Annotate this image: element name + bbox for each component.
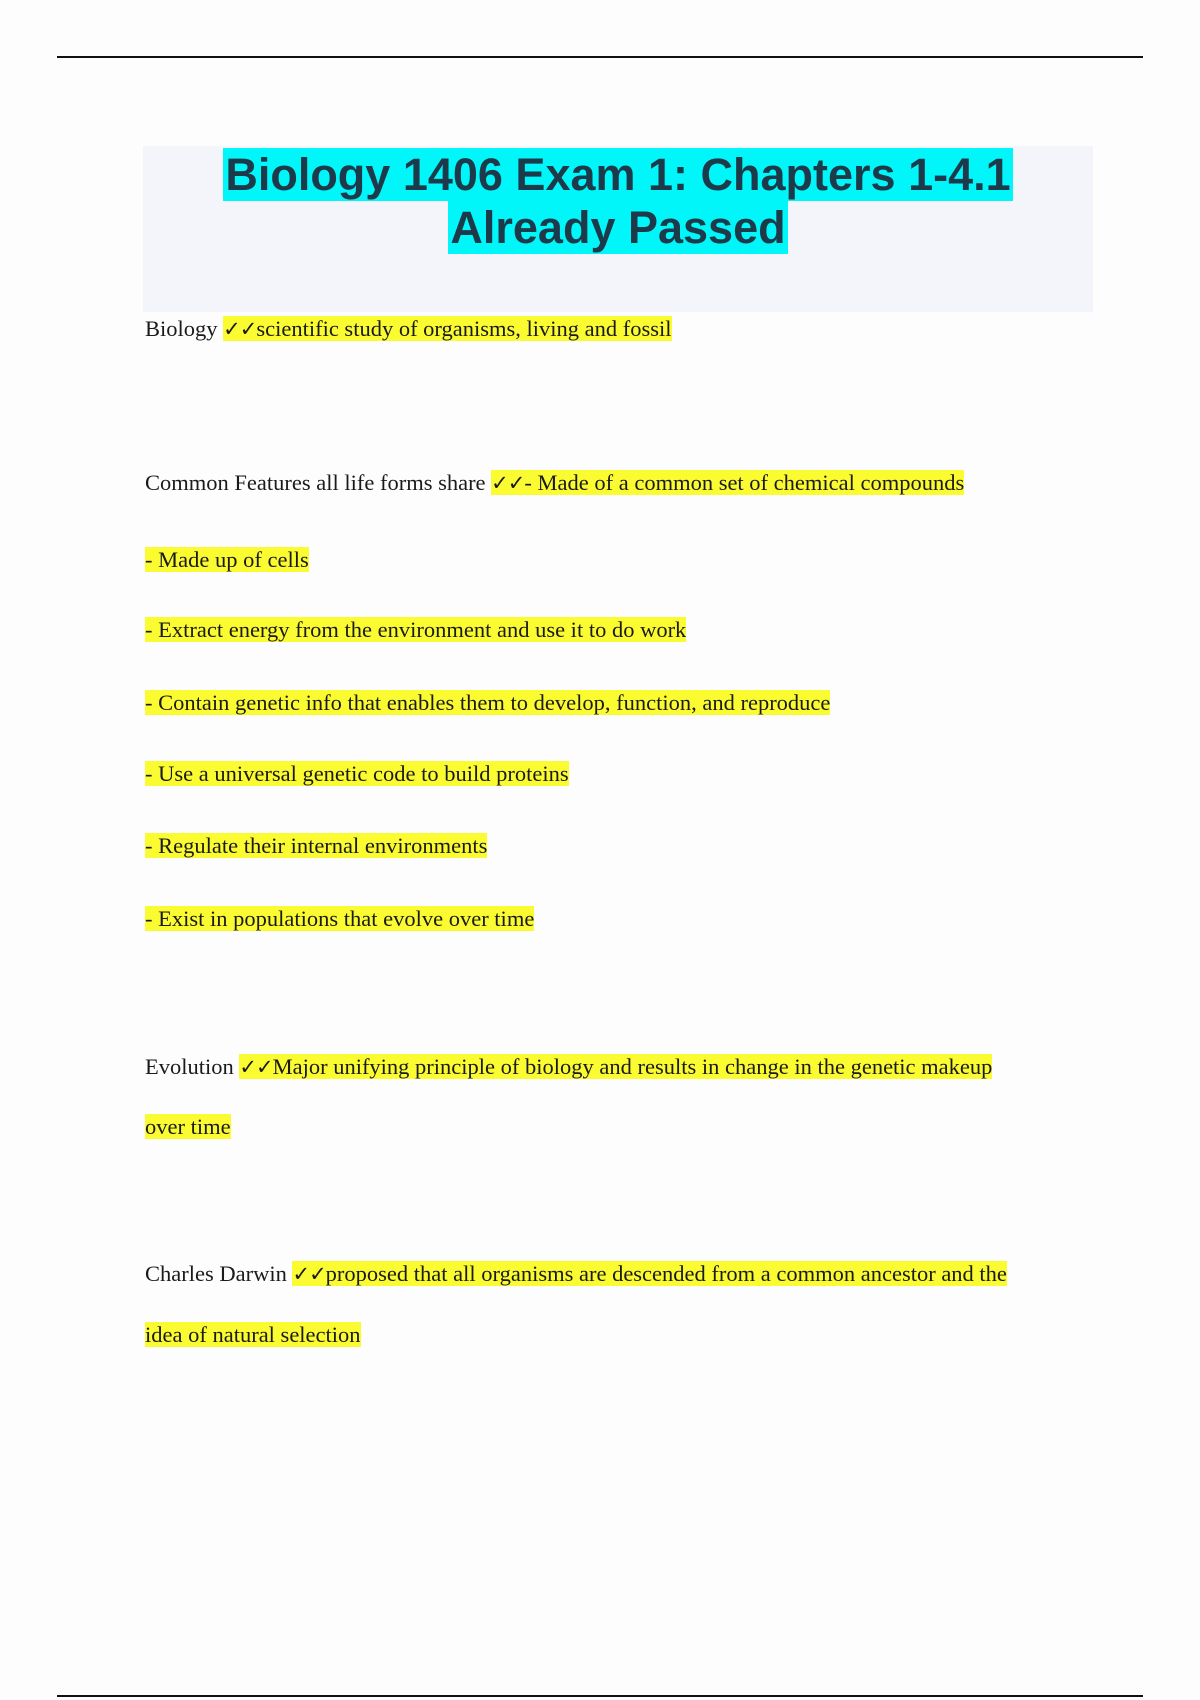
definition-charles-darwin: ✓✓proposed that all organisms are descended from a common ancestor and the (292, 1261, 1007, 1286)
double-check-icon: ✓✓ (292, 1262, 326, 1286)
definition-biology: ✓✓scientific study of organisms, living and fossil (223, 316, 672, 341)
list-item: - Regulate their internal environments (145, 833, 488, 858)
definition-evolution: ✓✓Major unifying principle of biology and results in change in the genetic makeup (239, 1054, 993, 1079)
double-check-icon: ✓✓ (223, 317, 257, 341)
bottom-rule (57, 1695, 1143, 1697)
entry-biology (145, 314, 672, 344)
document-title-line-1: Biology 1406 Exam 1: Chapters 1-4.1 (225, 149, 1011, 200)
entry-evolution (145, 1052, 992, 1082)
term-evolution: Evolution (145, 1054, 240, 1079)
definition-evolution-continued: over time (145, 1114, 231, 1139)
definition-charles-darwin-continued: idea of natural selection (145, 1322, 361, 1347)
list-item: - Made up of cells (145, 547, 309, 572)
term-common-features: Common Features all life forms share (145, 470, 492, 495)
list-item: - Contain genetic info that enables them to develop, function, and reproduce (145, 690, 831, 715)
entry-charles-darwin (145, 1259, 1007, 1289)
list-item: - Extract energy from the environment and use it to do work (145, 617, 687, 642)
entry-common-features (145, 468, 964, 498)
term-charles-darwin: Charles Darwin (145, 1261, 293, 1286)
double-check-icon: ✓✓ (239, 1055, 273, 1079)
definition-common-features: ✓✓- Made of a common set of chemical compounds (491, 470, 965, 495)
title-banner (143, 146, 1093, 312)
top-rule (57, 56, 1143, 58)
double-check-icon: ✓✓ (491, 471, 525, 495)
document-title-line-2: Already Passed (450, 202, 786, 253)
list-item: - Exist in populations that evolve over time (145, 906, 535, 931)
list-item: - Use a universal genetic code to build proteins (145, 761, 569, 786)
term-biology: Biology (145, 316, 224, 341)
